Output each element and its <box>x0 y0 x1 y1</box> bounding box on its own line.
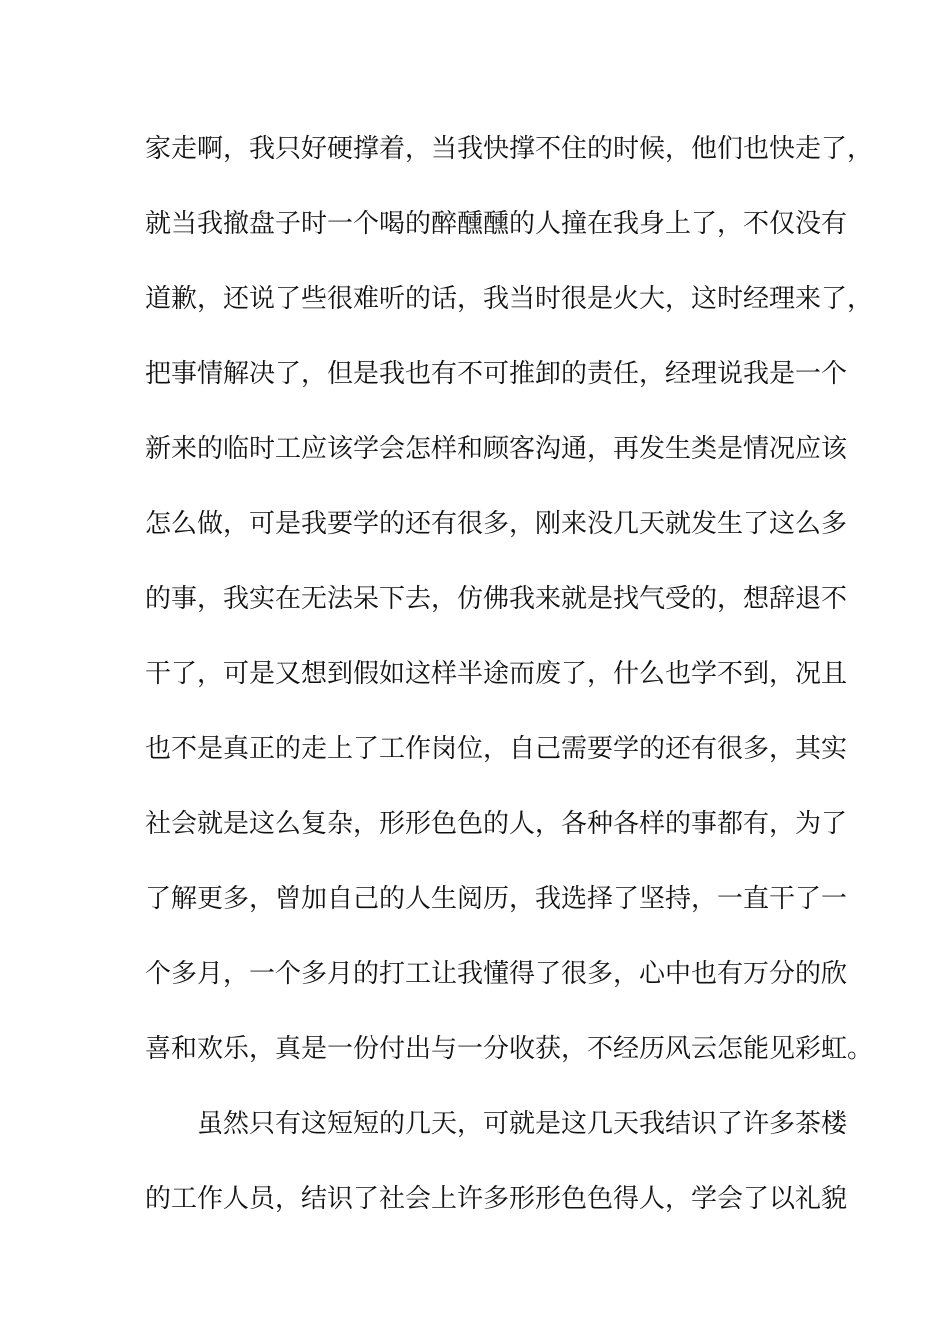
body-text <box>145 124 874 1249</box>
text-line: 也不是真正的走上了工作岗位，自己需要学的还有很多，其实 <box>145 734 848 764</box>
text-line: 个多月，一个多月的打工让我懂得了很多，心中也有万分的欣 <box>145 959 848 989</box>
text-line: 就当我撤盘子时一个喝的醉醺醺的人撞在我身上了，不仅没有 <box>145 209 848 239</box>
text-line: 的事，我实在无法呆下去，仿佛我来就是找气受的，想辞退不 <box>145 584 848 614</box>
text-line: 道歉，还说了些很难听的话，我当时很是火大，这时经理来了， <box>145 284 874 314</box>
text-line: 的工作人员，结识了社会上许多形形色色得人，学会了以礼貌 <box>145 1184 848 1214</box>
text-line: 家走啊，我只好硬撑着，当我快撑不住的时候，他们也快走了， <box>145 134 874 164</box>
paragraph-start-line: 虽然只有这短短的几天，可就是这几天我结识了许多茶楼 <box>197 1109 848 1139</box>
text-line: 把事情解决了，但是我也有不可推卸的责任，经理说我是一个 <box>145 359 848 389</box>
text-line: 怎么做，可是我要学的还有很多，刚来没几天就发生了这么多 <box>145 509 848 539</box>
text-line: 了解更多，曾加自己的人生阅历，我选择了坚持，一直干了一 <box>145 884 848 914</box>
text-line: 喜和欢乐，真是一份付出与一分收获，不经历风云怎能见彩虹。 <box>145 1034 874 1064</box>
text-line: 干了，可是又想到假如这样半途而废了，什么也学不到，况且 <box>145 659 848 689</box>
text-line: 社会就是这么复杂，形形色色的人，各种各样的事都有，为了 <box>145 809 848 839</box>
text-line: 新来的临时工应该学会怎样和顾客沟通，再发生类是情况应该 <box>145 434 848 464</box>
